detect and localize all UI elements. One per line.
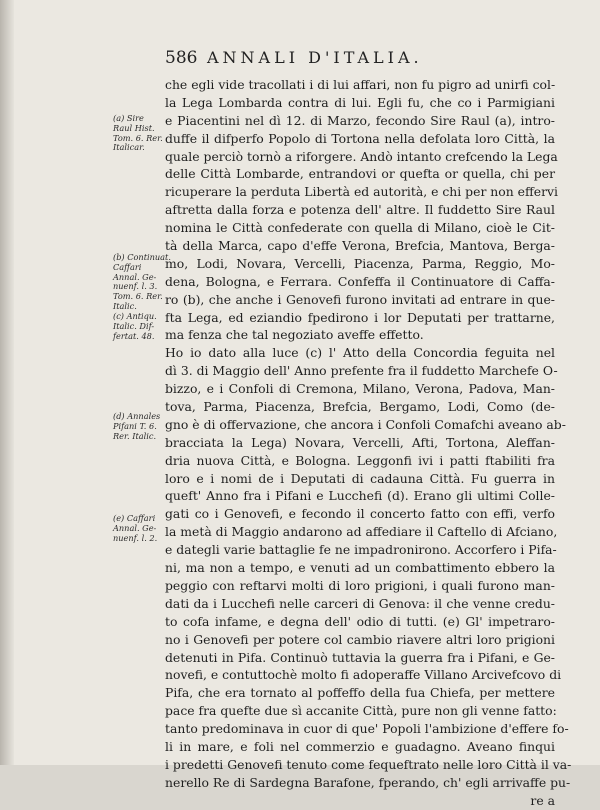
text-line: dria nuova Città, e Bologna. Leggonfi ivi i patti ftabiliti fra (165, 452, 555, 468)
page-number: 586 (165, 48, 198, 68)
text-line: i predetti Genovefi tenuto come fequeftrato nelle loro Città il va- (165, 756, 572, 772)
text-line: tà della Marca, capo d'effe Verona, Brefcia, Mantova, Berga- (165, 238, 555, 254)
text-line: tova, Parma, Piacenza, Brefcia, Bergamo, Lodi, Como (de- (165, 399, 555, 415)
text-line: la Lega Lombarda contra di lui. Egli fu, che co i Parmigiani (165, 94, 555, 110)
text-line: delle Città Lombarde, entrandovi or quefta or quella, chi per (165, 166, 555, 182)
margin-note-c (113, 312, 173, 341)
margin-note-a (113, 114, 173, 153)
margin-note-e (113, 514, 173, 543)
text-line: ni, ma non a tempo, e venuti ad un combattimento ebbero la (165, 560, 555, 576)
catchword: re a (530, 792, 555, 808)
text-line: tanto predominava in cuor di que' Popoli l'ambizione d'effere fo- (165, 721, 569, 737)
margin-note-line: (a) Sire (113, 113, 144, 123)
text-line: loro e i nomi de i Deputati di cadauna Città. Fu guerra in (165, 470, 555, 486)
margin-note-line: Tom. 6. Rer. (113, 132, 163, 143)
text-line: dena, Bologna, e Ferrara. Confeffa il Continuatore di Caffa- (165, 273, 555, 289)
text-line: fta Lega, ed eziandio fpedirono i lor Deputati per trattarne, (165, 309, 555, 325)
margin-note-line: Italicar. (113, 142, 145, 153)
margin-note-d (113, 412, 173, 441)
text-line: bizzo, e i Confoli di Cremona, Milano, Verona, Padova, Man- (165, 381, 555, 397)
text-line: gati co i Genovefi, e fecondo il concerto fatto con effi, verfo (165, 506, 555, 522)
text-line: mo, Lodi, Novara, Vercelli, Piacenza, Parma, Reggio, Mo- (165, 255, 555, 271)
margin-note-line: Annal. Ge- (113, 522, 157, 533)
text-line: detenuti in Pifa. Continuò tuttavia la guerra fra i Pifani, e Ge- (165, 649, 555, 665)
margin-note-line: Tom. 6. Rer. (113, 291, 163, 302)
text-line: queft' Anno fra i Pifani e Lucchefi (d). Erano gli ultimi Colle- (165, 488, 555, 504)
text-line: gno è di offervazione, che ancora i Confoli Comafchi aveano ab- (165, 416, 566, 432)
text-line: che egli vide tracollati i di lui affari, non fu pigro ad unirfi col- (165, 77, 556, 92)
margin-note-line: Raul Hist. (113, 122, 155, 133)
text-line: novefi, e contuttochè molto fi adoperaffe Villano Arcivefcovo di (165, 667, 562, 683)
text-line: e dategli varie battaglie fe ne impadronirono. Accorfero i Pifa- (165, 542, 557, 558)
margin-note-line: Caffari (113, 261, 142, 272)
margin-note-line: Italic. (113, 300, 137, 311)
running-header (165, 48, 550, 70)
margin-note-line: (e) Caffari (113, 513, 156, 523)
margin-note-line: Annal. Ge- (113, 271, 157, 282)
text-line: ro (b), che anche i Genovefi furono invitati ad entrare in que- (165, 291, 555, 307)
text-line: e Piacentini nel dì 12. di Marzo, fecondo Sire Raul (a), intro- (165, 112, 555, 128)
text-line: nomina le Città confederate con quella di Milano, cioè le Cit- (165, 220, 555, 236)
text-line: peggio con reftarvi molti di loro prigioni, i quali furono man- (165, 577, 555, 593)
margin-note-line: Pifani T. 6. (113, 420, 157, 431)
text-line: pace fra quefte due sì accanite Città, pure non gli venne fatto: (165, 703, 557, 719)
margin-note-line: (b) Continuat. (113, 252, 171, 262)
margin-note-line: Rer. Italic. (113, 430, 157, 441)
text-line: Pifa, che era tornato al poffeffo della fua Chiefa, per mettere (165, 685, 555, 701)
text-line: li in mare, e foli nel commerzio e guadagno. Aveano finqui (165, 738, 555, 754)
text-line: Ho io dato alla luce (c) l' Atto della Concordia feguita nel (165, 345, 555, 361)
text-line: bracciata la Lega) Novara, Vercelli, Afti, Tortona, Aleffan- (165, 434, 555, 450)
text-line: nerello Re di Sardegna Barafone, fperando, ch' egli arrivaffe pu- (165, 774, 571, 790)
text-line: ricuperare la perduta Libertà ed autorità, e chi per non effervi (165, 184, 559, 200)
body-text (165, 76, 572, 810)
running-title: ANNALI D'ITALIA. (207, 48, 423, 67)
margin-note-line: nuenf. l. 3. (113, 281, 158, 292)
text-line: dati da i Lucchefi nelle carceri di Genova: il che venne credu- (165, 595, 555, 611)
margin-note-line: (c) Antiqu. (113, 311, 157, 321)
margin-note-line: nuenf. l. 2. (113, 532, 158, 543)
text-line: duffe il difperfo Popolo di Tortona nella defolata loro Città, la (165, 130, 555, 146)
margin-note-b (113, 253, 173, 312)
margin-note-line: Italic. Dif- (113, 320, 155, 331)
text-line: aftretta dalla forza e potenza dell' altre. Il fuddetto Sire Raul (165, 202, 555, 218)
margin-note-line: (d) Annales (113, 411, 161, 421)
text-line: la metà di Maggio andarono ad affediare il Caftello di Afciano, (165, 524, 558, 540)
text-line: quale perciò tornò a riforgere. Andò intanto crefcendo la Lega (165, 148, 558, 164)
text-line: dì 3. di Maggio dell' Anno prefente fra il fuddetto Marchefe O- (165, 363, 558, 379)
page-gutter-shadow (0, 0, 14, 765)
text-line: ma fenza che tal negoziato aveffe effetto. (165, 327, 424, 343)
margin-note-line: fertat. 48. (113, 330, 155, 341)
text-line: no i Genovefi per potere col cambio riavere altri loro prigioni (165, 631, 555, 647)
text-line: to cofa infame, e degna dell' odio di tutti. (e) Gl' impetraro- (165, 613, 555, 629)
